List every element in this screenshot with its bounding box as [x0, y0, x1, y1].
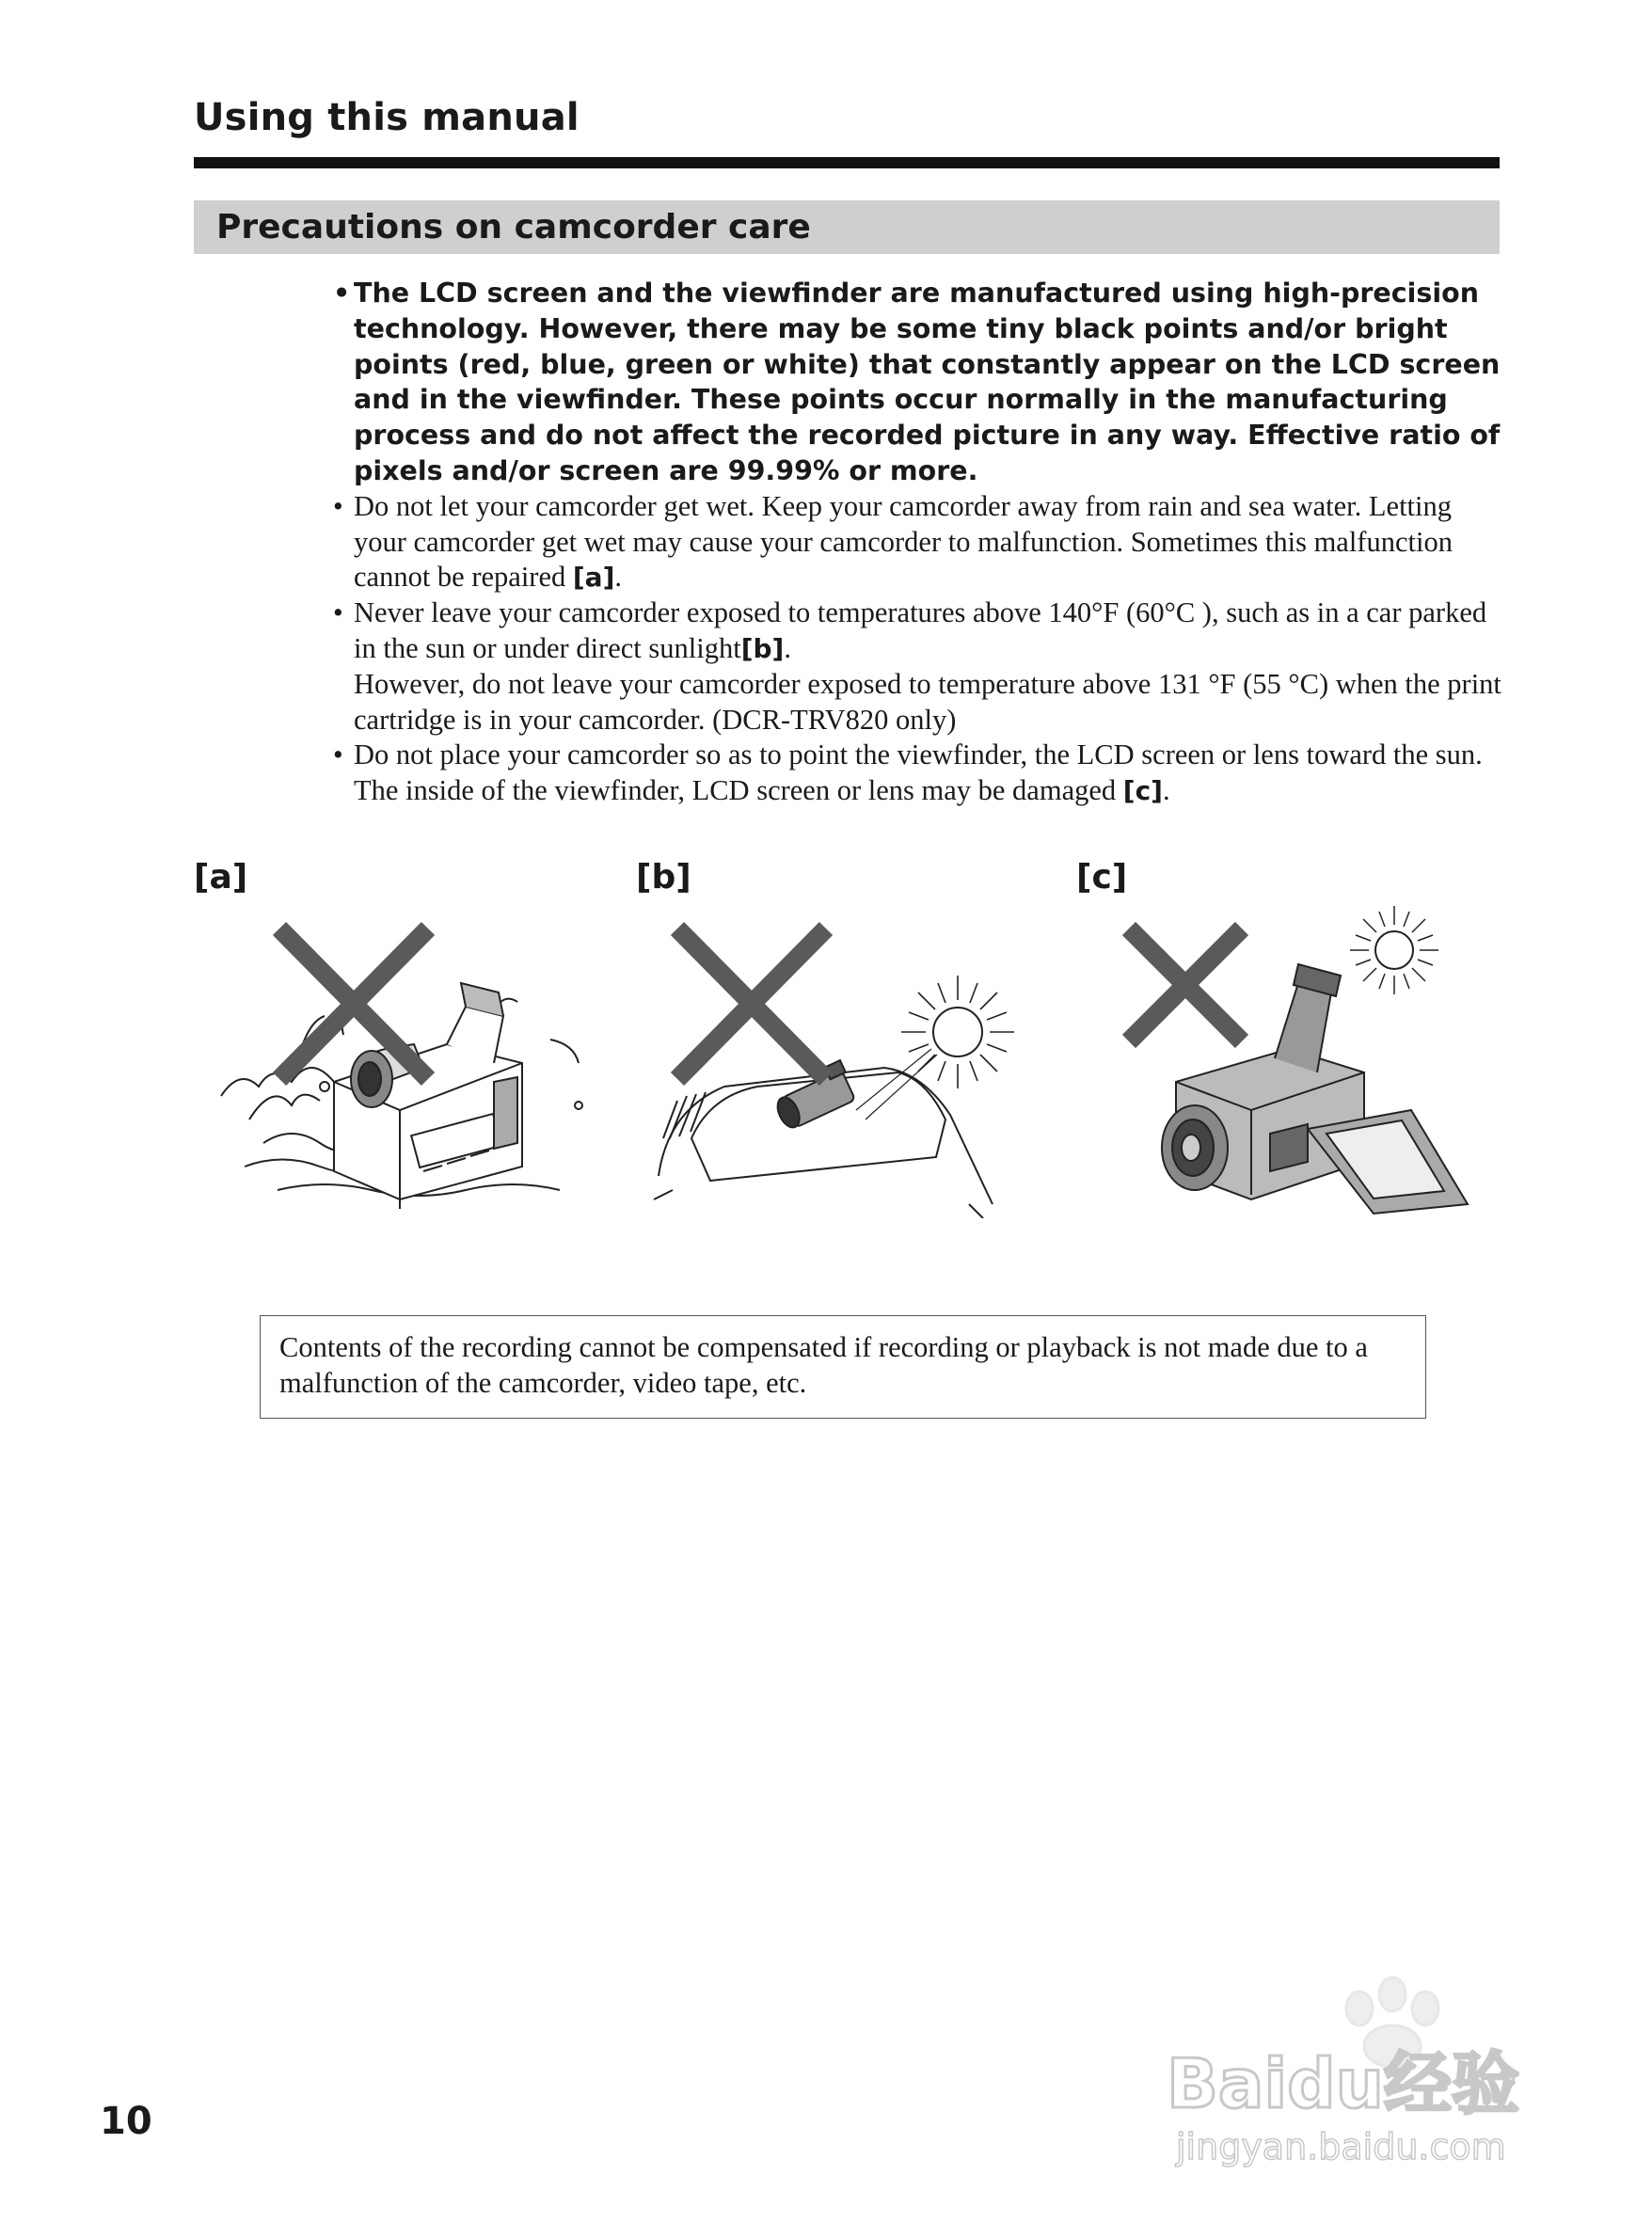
figure-ref: [b]: [740, 632, 785, 664]
svg-text:Baidu经验: Baidu经验: [1167, 2044, 1519, 2123]
section-title: Precautions on camcorder care: [216, 208, 811, 246]
list-item: [333, 489, 1509, 595]
list-item: [333, 738, 1509, 809]
precautions-list: [333, 276, 1509, 809]
bullet-text: Do not place your camcorder so as to point the viewfinder, the LCD screen or lens toward the sun. The inside of the viewfinder, LCD screen or lens may be damaged: [354, 738, 1483, 807]
bullet-end: .: [614, 561, 622, 594]
bullet-text: Do not let your camcorder get wet. Keep your camcorder away from rain and sea water. Letting your camcorder get wet may cause your camcorder to malfunction. Sometimes this malfunction cannot be repaired: [354, 489, 1453, 594]
figure-label-a: [a]: [194, 858, 248, 897]
list-item: [333, 276, 1509, 489]
note-box: [260, 1315, 1426, 1419]
camcorder-in-car-sun-crossed-icon: [649, 917, 1054, 1218]
bullet-text: Never leave your camcorder exposed to temperatures above 140°F (60°C ), such as in a car parked in the sun or under direct sunlight: [354, 596, 1487, 664]
figure-label-c: [c]: [1076, 858, 1128, 897]
bullet-extra-text: However, do not leave your camcorder exposed to temperature above 131 °F (55 °C) when the print cartridge is in your camcorder. (DCR-TRV820 only): [354, 667, 1501, 736]
bullet-text: The LCD screen and the viewfinder are manufactured using high-precision technology. However, there may be some tiny black points and/or bright points (red, blue, green or white) that constantly appear on the LCD screen and in the viewfinder. These points occur normally in the manufacturing process and do not affect the recorded picture in any way. Effective ratio of pixels and/or screen are 99.99% or more.: [354, 278, 1501, 486]
note-text: Contents of the recording cannot be compensated if recording or playback is not made due to a malfunction of the camcorder, video tape, etc.: [279, 1331, 1368, 1399]
section-bar: [194, 200, 1500, 254]
figure-ref: [c]: [1122, 775, 1163, 807]
list-item: [333, 595, 1509, 738]
baidu-watermark-logo: [1157, 1957, 1533, 2173]
header-rule: [194, 157, 1500, 168]
figure-label-b: [b]: [636, 858, 691, 897]
camcorder-in-water-crossed-icon: [212, 917, 616, 1218]
page-number: 10: [100, 2100, 152, 2143]
page-header: Using this manual: [194, 96, 580, 139]
bullet-end: .: [784, 631, 791, 664]
bullet-end: .: [1162, 774, 1170, 807]
figure-ref: [a]: [572, 562, 615, 594]
svg-text:jingyan.baidu.com: jingyan.baidu.com: [1176, 2126, 1506, 2168]
camcorder-toward-sun-crossed-icon: [1091, 898, 1496, 1256]
